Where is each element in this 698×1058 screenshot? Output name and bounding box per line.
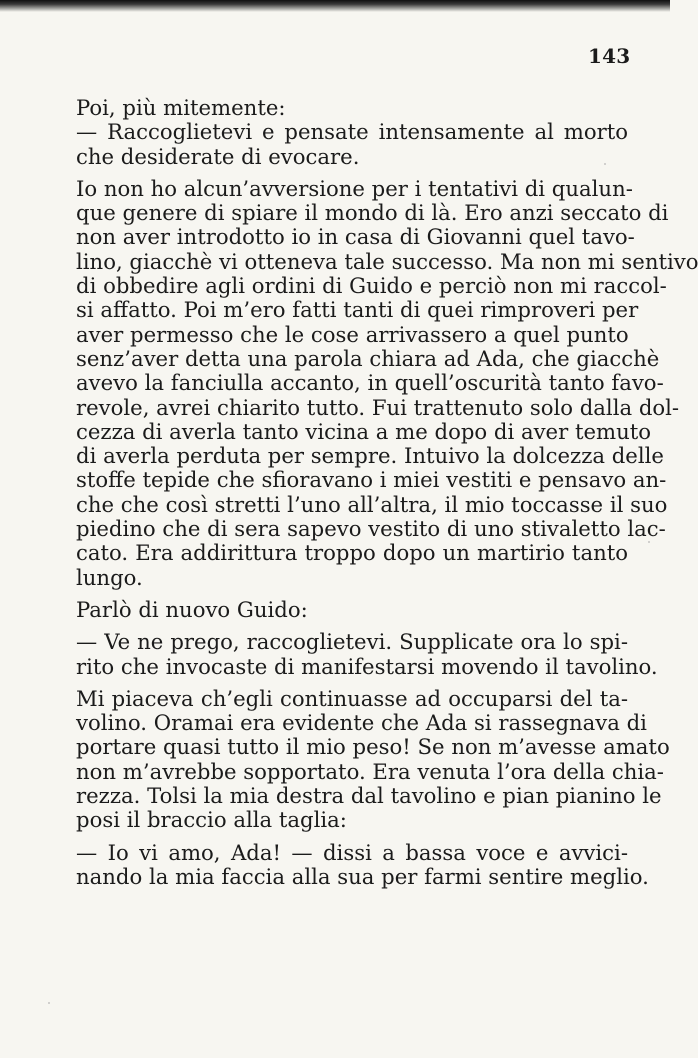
text-line: lino, giacchè vi otteneva tale successo. Ma non mi sentivo <box>76 248 698 274</box>
text-line: cato. Era addirittura troppo dopo un martirio tanto <box>76 540 628 566</box>
text-line: piedino che di sera sapevo vestito di uno stivaletto lac- <box>76 516 666 542</box>
text-line: — Io vi amo, Ada! — dissi a bassa voce e avvici- <box>76 839 628 865</box>
text-line: revole, avrei chiarito tutto. Fui trattenuto solo dalla dol- <box>76 394 680 420</box>
text-line: rezza. Tolsi la mia destra dal tavolino e pian pianino le <box>76 783 662 809</box>
text-line: — Ve ne prego, raccoglietevi. Supplicate ora lo spi- <box>76 629 628 655</box>
text-line: portare quasi tutto il mio peso! Se non m’avesse amato <box>76 734 670 760</box>
text-line: lungo. <box>76 564 143 590</box>
paper-speck <box>648 541 650 543</box>
text-line: avevo la fanciulla accanto, in quell’oscurità tanto favo- <box>76 370 664 396</box>
text-line: si affatto. Poi m’ero fatti tanti di quei rimproveri per <box>76 297 639 323</box>
text-line: Poi, più mitemente: <box>76 95 286 120</box>
page-top-shadow <box>0 0 670 12</box>
text-line: non m’avrebbe sopportato. Era venuta l’ora della chia- <box>76 758 664 784</box>
text-line: di obbedire agli ordini di Guido e perciò non mi raccol- <box>76 273 667 299</box>
text-line: di averla perduta per sempre. Intuivo la dolcezza delle <box>76 443 664 469</box>
text-line: Parlò di nuovo Guido: <box>76 596 308 622</box>
text-line: — Raccoglietevi e pensate intensamente al morto <box>76 119 628 145</box>
text-line: Mi piaceva ch’egli continuasse ad occuparsi del ta- <box>76 685 628 711</box>
text-line: volino. Oramai era evidente che Ada si rassegnava di <box>76 710 647 736</box>
text-line: Io non ho alcun’avversione per i tentativi di qualun- <box>76 175 633 201</box>
text-line: nando la mia faccia alla sua per farmi sentire meglio. <box>76 863 649 889</box>
text-line: stoffe tepide che sfioravano i miei vestiti e pensavo an- <box>76 467 667 493</box>
text-line: che che così stretti l’uno all’altra, il mio toccasse il suo <box>76 491 668 517</box>
page-number: 143 <box>588 44 631 68</box>
text-line: cezza di averla tanto vicina a me dopo di aver temuto <box>76 418 652 444</box>
text-line: rito che invocaste di manifestarsi movendo il tavolino. <box>76 653 658 679</box>
paper-speck <box>604 163 606 165</box>
body-text <box>76 95 698 889</box>
text-line: posi il braccio alla taglia: <box>76 807 347 833</box>
text-line: non aver introdotto io in casa di Giovanni quel tavo- <box>76 224 635 250</box>
text-line: che desiderate di evocare. <box>76 143 360 169</box>
paper-speck <box>48 1002 50 1004</box>
text-line: que genere di spiare il mondo di là. Ero anzi seccato di <box>76 200 669 226</box>
text-line: aver permesso che le cose arrivassero a quel punto <box>76 321 629 347</box>
text-line: senz’aver detta una parola chiara ad Ada, che giacchè <box>76 345 660 371</box>
